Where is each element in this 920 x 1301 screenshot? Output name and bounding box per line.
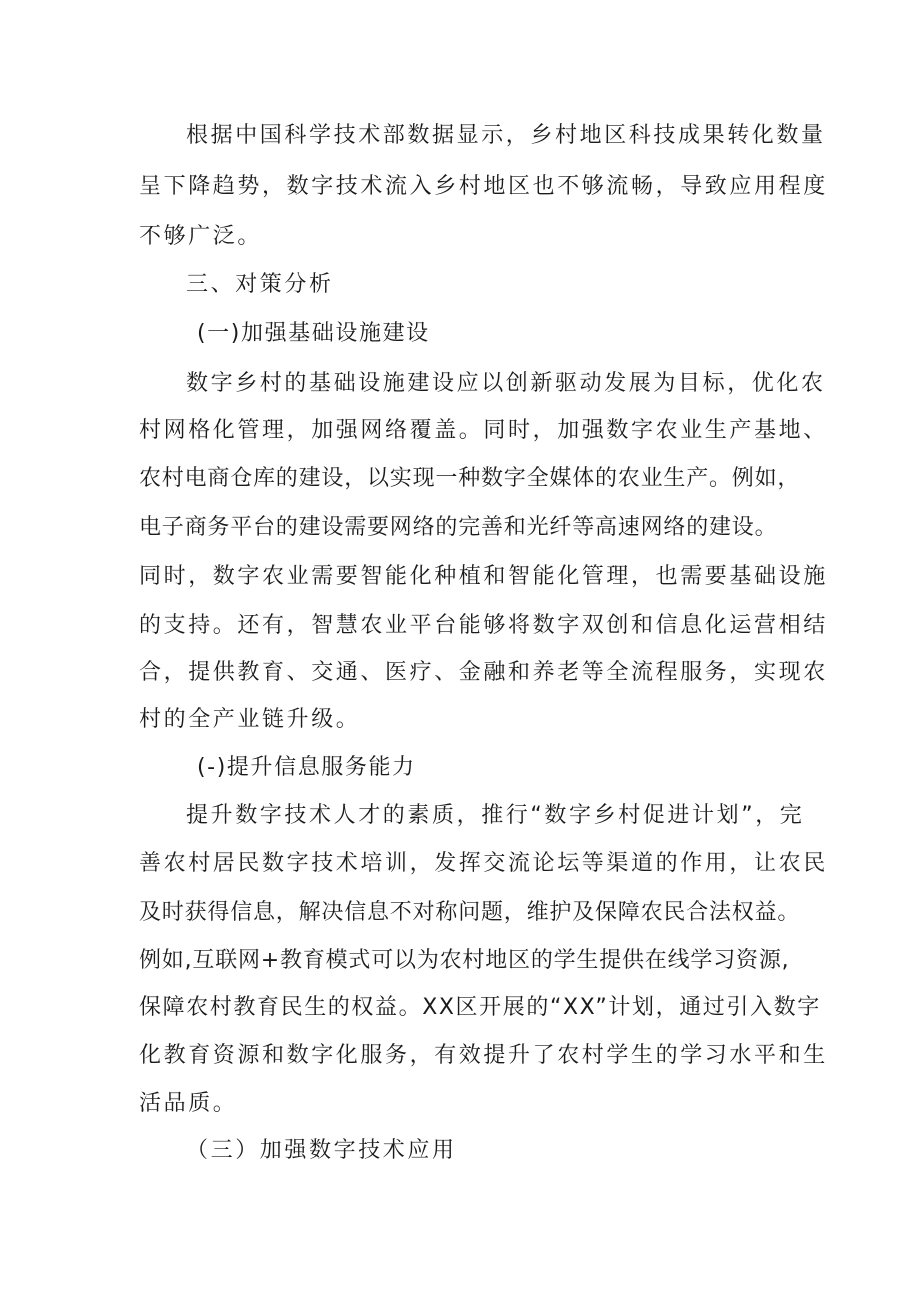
paragraph-line: 活品质。	[139, 1091, 238, 1116]
paragraph-line: 根据中国科学技术部数据显示，乡村地区科技成果转化数量	[186, 123, 826, 148]
subsection-heading: （三）加强数字技术应用	[186, 1138, 457, 1163]
subsection-heading: (一)加强基础设施建设	[197, 321, 430, 346]
paragraph-line: 例如,互联网+教育模式可以为农村地区的学生提供在线学习资源,	[139, 948, 790, 973]
paragraph-line: 不够广泛。	[139, 224, 263, 249]
paragraph-line: 电子商务平台的建设需要网络的完善和光纤等高速网络的建设。	[139, 515, 778, 540]
paragraph-line: 同时，数字农业需要智能化种植和智能化管理，也需要基础设施	[139, 564, 828, 589]
paragraph-line: 善农村居民数字技术培训，发挥交流论坛等渠道的作用，让农民	[139, 851, 828, 876]
paragraph-line: 化教育资源和数字化服务，有效提升了农村学生的学习水平和生	[139, 1043, 828, 1068]
subsection-heading: (-)提升信息服务能力	[197, 755, 416, 780]
paragraph-line: 呈下降趋势，数字技术流入乡村地区也不够流畅，导致应用程度	[139, 174, 828, 199]
paragraph-line: 数字乡村的基础设施建设应以创新驱动发展为目标，优化农	[186, 371, 826, 396]
section-heading: 三、对策分析	[186, 272, 334, 297]
paragraph-line: 农村电商仓库的建设，以实现一种数字全媒体的农业生产。例如，	[139, 466, 801, 491]
paragraph-line: 合，提供教育、交通、医疗、金融和养老等全流程服务，实现农	[139, 660, 828, 685]
paragraph-line: 村网格化管理，加强网络覆盖。同时，加强数字农业生产基地、	[139, 418, 828, 443]
paragraph-line: 村的全产业链升级。	[139, 707, 361, 732]
paragraph-line: 及时获得信息，解决信息不对称问题，维护及保障农民合法权益。	[139, 900, 801, 925]
paragraph-line: 提升数字技术人才的素质，推行“数字乡村促进计划”，完	[186, 803, 805, 828]
paragraph-line: 的支持。还有，智慧农业平台能够将数字双创和信息化运营相结	[139, 613, 828, 638]
paragraph-line: 保障农村教育民生的权益。XX区开展的“XX”计划，通过引入数字	[139, 995, 821, 1020]
